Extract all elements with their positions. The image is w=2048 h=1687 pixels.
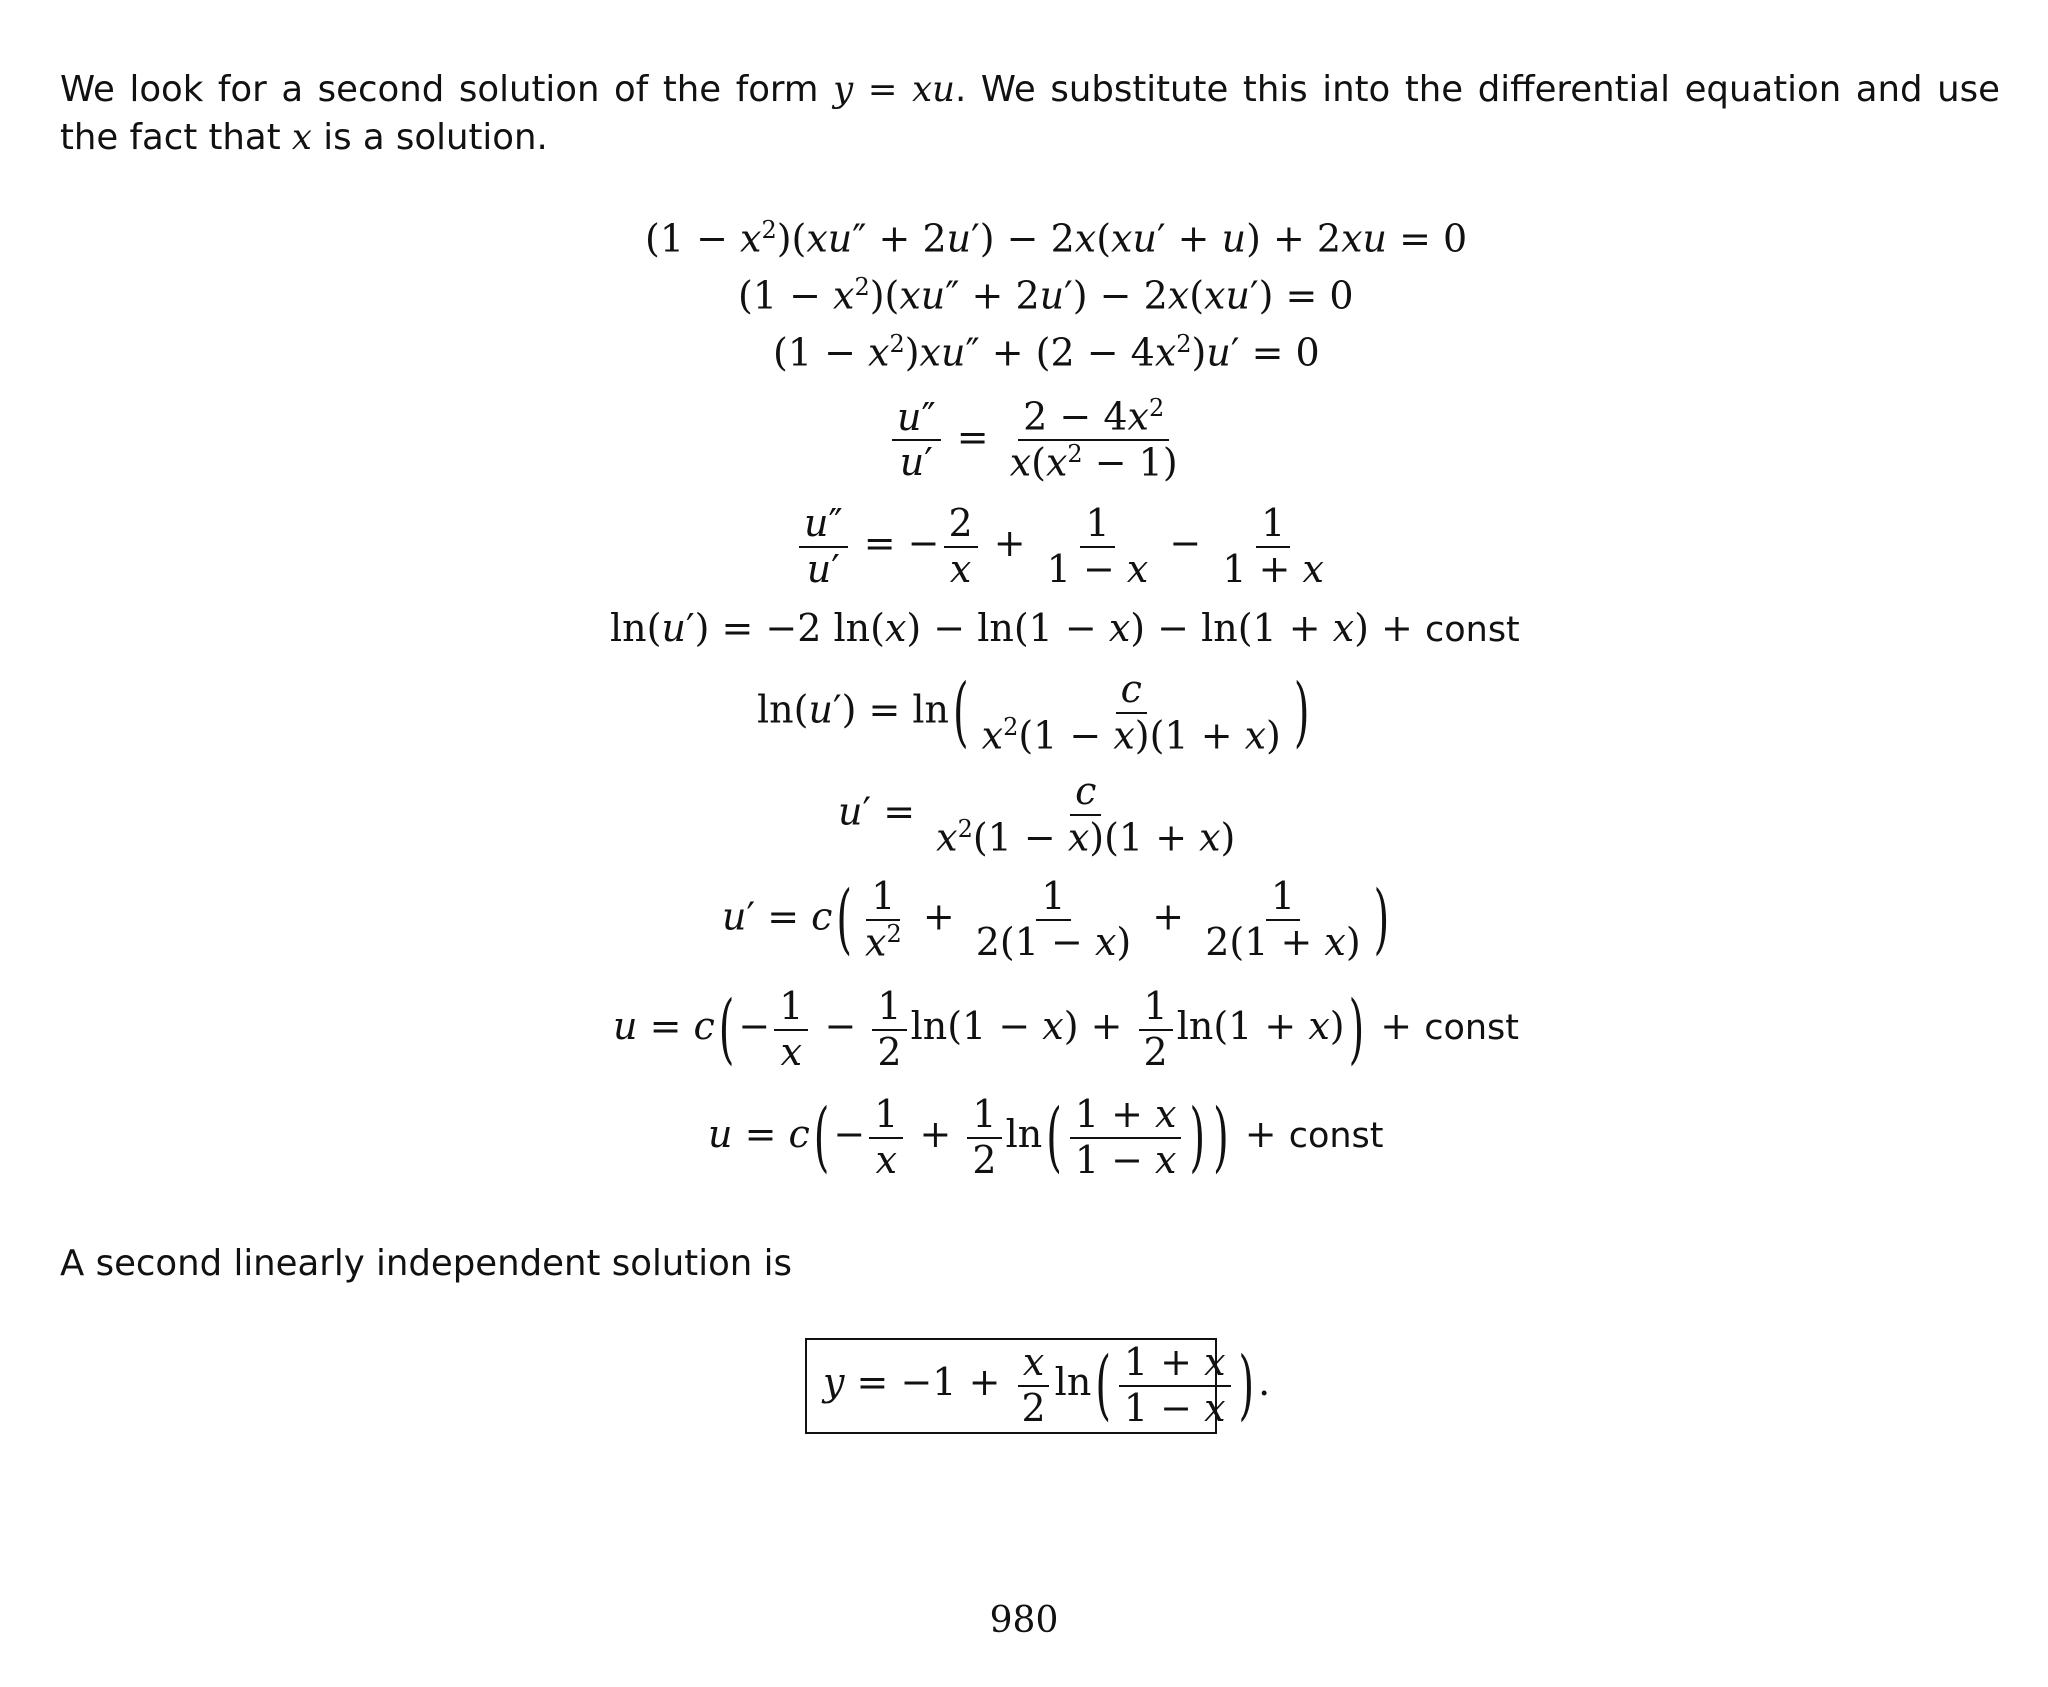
equation-9: u′ = c ( $\frac{1}{x^2}$ + $\frac{1}{2(1 - x)}$ + $\frac{1}{2(1 + x)}$ ) <box>722 874 1390 965</box>
equation-4: $\frac{u''}{u'}$ = $\frac{2 - 4x^2}{x(x^2 - 1)}$ <box>888 395 1187 486</box>
equation-1: $(1 - x^2)(xu'' + 2u') - 2x(xu' + u) + 2xu = 0$ <box>645 216 1468 261</box>
const-label: const <box>1424 1008 1520 1049</box>
equation-8: u′ = $\frac{c}{x^2(1 - x)(1 + x)}$ <box>838 769 1236 860</box>
intro-text-1: We look for a second solution of the form <box>60 69 819 110</box>
intro-text-2: . We substitute this into the differential equation and use the fact that <box>60 69 2001 158</box>
intro-math-x: x <box>291 117 312 158</box>
intro-math-y-eq-xu: y = xu <box>833 69 955 110</box>
equation-5: $\frac{u''}{u'}$ = − $\frac{2}{x}$ + $\frac{1}{1 - x}$ − $\frac{1}{1 + x}$ <box>795 502 1333 591</box>
equation-7: ln(u′) = ln ( $\frac{c}{x^2(1 - x)(1 + x)}$ ) <box>757 667 1310 758</box>
equation-6: ln(u′) = −2 ln(x) − ln(1 − x) − ln(1 + x) + const <box>610 606 1520 650</box>
conclusion-paragraph <box>60 1240 2000 1288</box>
intro-paragraph <box>60 66 2000 162</box>
final-answer-box <box>805 1338 1271 1434</box>
conclusion-text: A second linearly independent solution is <box>60 1243 792 1284</box>
equation-11: u = c ( − $\frac{1}{x}$ + $\frac{1}{2}$ ln ( $\frac{1 + x}{1 - x}$ ) ) + const <box>708 1092 1384 1182</box>
equation-3: $(1 - x^2)xu'' + (2 - 4x^2)u' = 0$ <box>773 330 1320 375</box>
const-label: const <box>1424 610 1520 650</box>
equation-10: u = c ( − $\frac{1}{x}$ − $\frac{1}{2}$ ln(1 − x) + $\frac{1}{2}$ ln(1 + x) ) + const <box>613 984 1520 1074</box>
intro-text-3: is a solution. <box>323 117 548 158</box>
page-number: 980 <box>989 1600 1059 1641</box>
const-label: const <box>1288 1116 1384 1157</box>
equation-2: $(1 - x^2)(xu'' + 2u') - 2x(xu') = 0$ <box>738 273 1354 318</box>
final-answer: y = −1 + $\frac{x}{2}$ ln ( $\frac{1 + x}{1 - x}$ ) . <box>823 1340 1271 1430</box>
